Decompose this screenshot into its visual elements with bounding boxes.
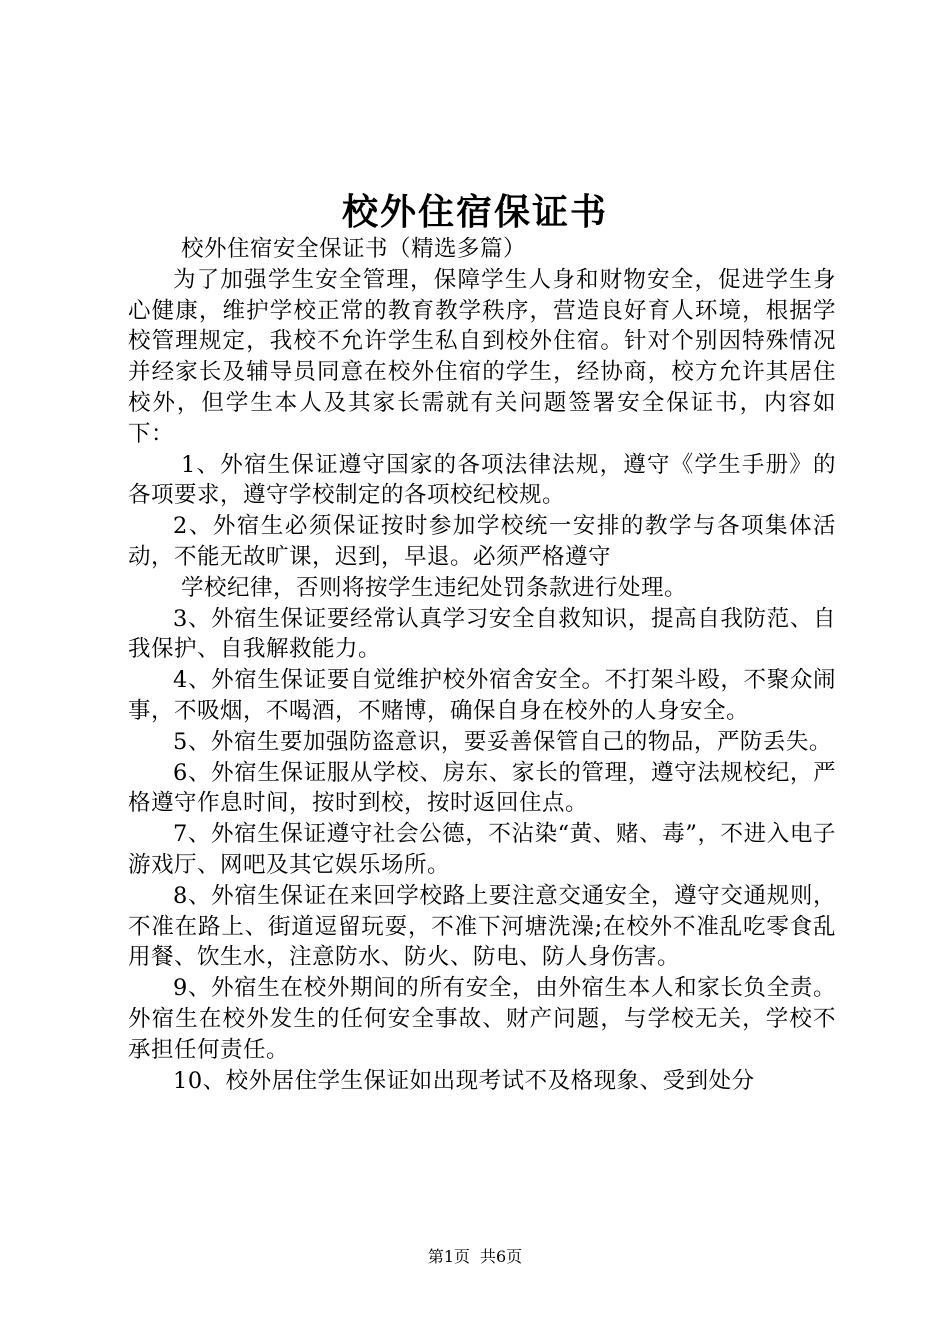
page-total: 共6页 — [480, 1247, 523, 1266]
page-footer — [0, 1244, 950, 1267]
intro-paragraph: 为了加强学生安全管理，保障学生人身和财物安全，促进学生身心健康，维护学校正常的教育教学秩序，营造良好育人环境，根据学校管理规定，我校不允许学生私自到校外住宿。针对个别因特殊情况并经家长及辅导员同意在校外住宿的学生，经协商，校方允许其居住校外，但学生本人及其家长需就有关问题签署安全保证书，内容如下： — [128, 266, 836, 447]
clause-6: 6、外宿生保证服从学校、房东、家长的管理，遵守法规校纪，严格遵守作息时间，按时到校，按时返回住点。 — [128, 759, 836, 817]
clause-9: 9、外宿生在校外期间的所有安全，由外宿生本人和家长负全责。外宿生在校外发生的任何安全事故、财产问题，与学校无关，学校不承担任何责任。 — [128, 975, 836, 1063]
clause-2-continued: 学校纪律，否则将按学生违纪处罚条款进行处理。 — [181, 574, 688, 601]
clause-7: 7、外宿生保证遵守社会公德，不沾染“黄、赌、毒”，不进入电子游戏厅、网吧及其它娱乐场所。 — [128, 821, 836, 878]
clause-3: 3、外宿生保证要经常认真学习安全自救知识，提高自我防范、自我保护、自我解救能力。 — [128, 605, 836, 663]
clause-8: 8、外宿生保证在来回学校路上要注意交通安全，遵守交通规则，不准在路上、街道逗留玩耍，不准下河塘洗澡;在校外不准乱吃零食乱用餐、饮生水，注意防水、防火、防电、防人身伤害。 — [128, 882, 836, 971]
clause-1: 1、外宿生保证遵守国家的各项法律法规，遵守《学生手册》的各项要求，遵守学校制定的各项校纪校规。 — [128, 451, 836, 509]
document-title: 校外住宿保证书 — [341, 192, 608, 233]
clause-2: 2、外宿生必须保证按时参加学校统一安排的教学与各项集体活动，不能无故旷课，迟到，早退。必须严格遵守 — [128, 513, 836, 570]
clause-10: 10、校外居住学生保证如出现考试不及格现象、受到处分 — [173, 1067, 755, 1094]
clause-4: 4、外宿生保证要自觉维护校外宿舍安全。不打架斗殴，不聚众闹事，不吸烟，不喝酒，不赌博，确保自身在校外的人身安全。 — [128, 667, 836, 724]
document-subtitle: 校外住宿安全保证书（精选多篇） — [181, 236, 527, 262]
page-number: 第1页 — [427, 1247, 470, 1266]
document-body — [128, 234, 836, 1096]
clause-5: 5、外宿生要加强防盗意识，要妥善保管自己的物品，严防丢失。 — [173, 728, 832, 755]
